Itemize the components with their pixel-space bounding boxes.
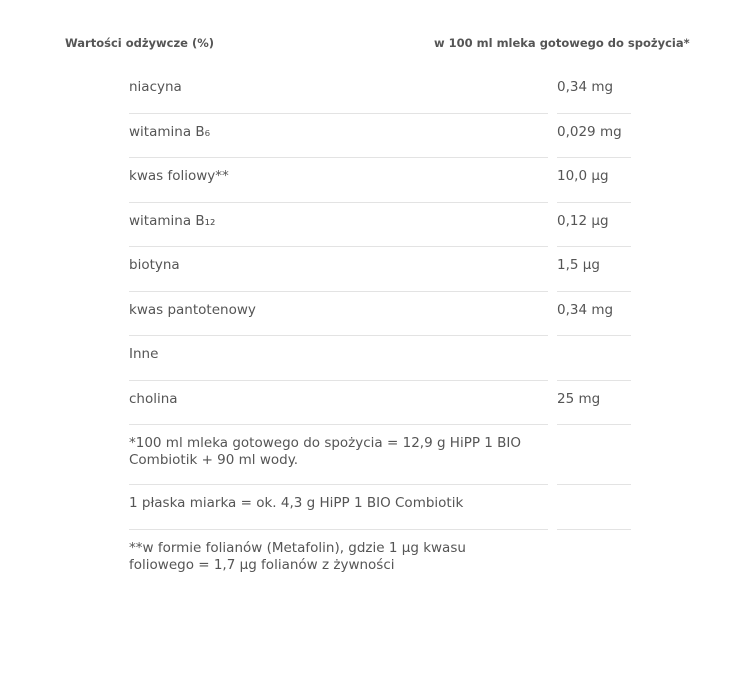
table-row [0,485,750,530]
nutrient-value: 0,34 mg [557,301,614,318]
nutrient-value: 0,029 mg [557,123,622,140]
nutrient-name: cholina [129,390,178,407]
nutrient-name: kwas pantotenowy [129,301,256,318]
nutrient-value: 0,12 µg [557,212,609,229]
table-row [0,158,750,203]
table-row [0,336,750,381]
per-100ml-header-label: w 100 ml mleka gotowego do spożycia* [434,36,690,50]
nutrient-name: kwas foliowy** [129,168,229,184]
nutrient-value: 0,34 mg [557,79,614,95]
footnote-text: *100 ml mleka gotowego do spożycia = 12,9 g HiPP 1 BIO Combiotik + 90 ml wody. [129,435,522,468]
nutrient-name: niacyna [129,79,182,95]
nutrition-header-label: Wartości odżywcze (%) [65,36,215,50]
nutrient-name: witamina B₁₂ [129,212,216,229]
footnote-text: **w formie folianów (Metafolin), gdzie 1 µg kwasu foliowego = 1,7 µg folianów z żywności [129,539,466,573]
nutrient-name: biotyna [129,257,180,273]
table-row [0,114,750,159]
nutrition-table [0,69,750,590]
footnote-text: 1 płaska miarka = ok. 4,3 g HiPP 1 BIO Combiotik [129,495,464,511]
nutrient-name: witamina B₆ [129,123,211,140]
table-row [0,530,750,590]
table-row [0,69,750,114]
table-row [0,425,750,485]
nutrient-value: 1,5 µg [557,257,600,273]
table-header [0,36,750,52]
table-row [0,247,750,292]
section-label: Inne [129,346,159,362]
nutrient-value: 10,0 µg [557,168,609,184]
table-row [0,381,750,426]
table-row [0,203,750,248]
table-row [0,292,750,337]
nutrient-value: 25 mg [557,390,601,407]
